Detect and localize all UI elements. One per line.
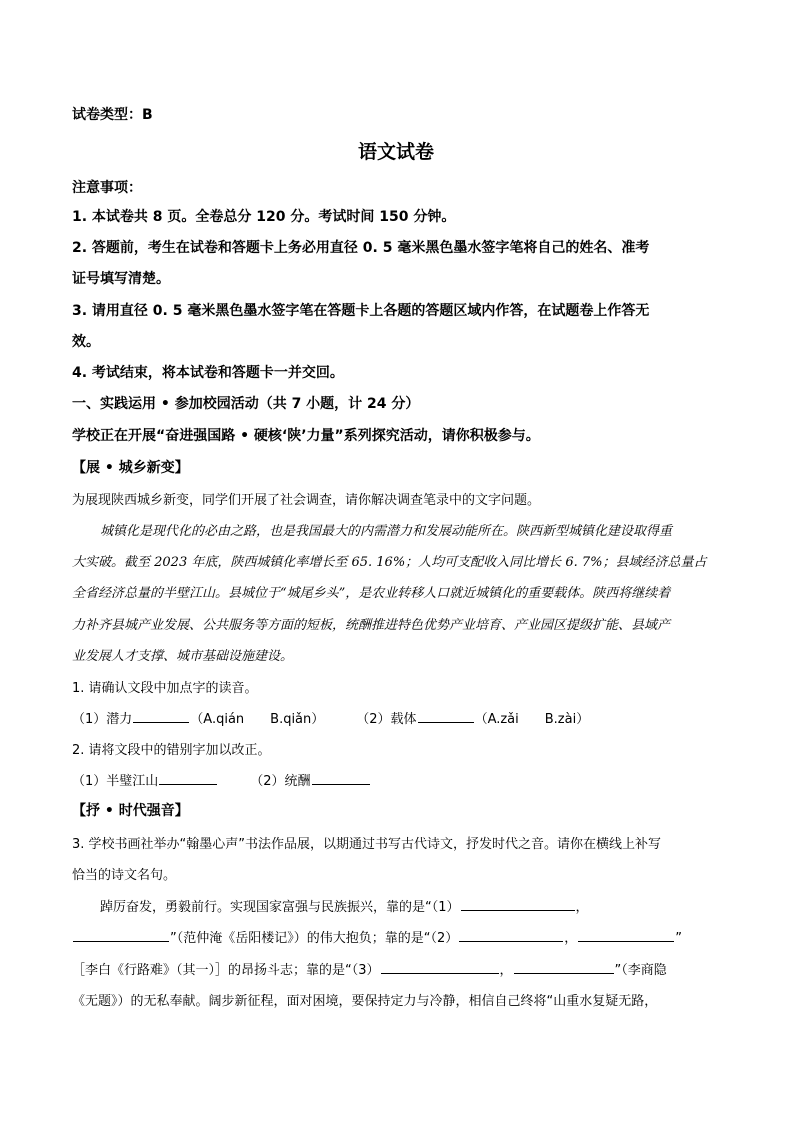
part-heading-2: 【抒 • 时代强音】	[72, 803, 189, 819]
answer-blank[interactable]	[312, 770, 370, 785]
notice-item-2a: 2. 答题前，考生在试卷和答题卡上务必用直径 0. 5 毫米黑色墨水签字笔将自己的姓名、准考	[72, 240, 650, 256]
part-heading-1: 【展 • 城乡新变】	[72, 460, 189, 476]
answer-blank[interactable]	[461, 896, 575, 911]
question-1-answers	[72, 708, 589, 727]
answer-blank[interactable]	[133, 708, 189, 723]
question-3-line-3	[72, 959, 667, 978]
q1-part1-label: （1）潜力	[72, 712, 133, 727]
answer-blank[interactable]	[578, 927, 674, 942]
answer-blank[interactable]	[73, 927, 169, 942]
notice-item-4: 4. 考试结束，将本试卷和答题卡一并交回。	[72, 365, 344, 381]
q2-part2-label: （2）统酬	[250, 774, 311, 789]
passage-line: 大实破。截至 2023 年底，陕西城镇化率增长至 65. 16%；人均可支配收入同比增长 6. 7%；县域经济总量占	[72, 555, 707, 570]
question-3-stem-a: 3. 学校书画社举办“翰墨心声”书法作品展，以期通过书写古代诗文，抒发时代之音。请你在横线上补写	[72, 837, 662, 852]
answer-blank[interactable]	[459, 927, 563, 942]
notice-item-2b: 证号填写清楚。	[72, 271, 170, 287]
q3-text: ，	[564, 931, 578, 946]
question-3-line-4: 《无题》）的无私奉献。阔步新征程，面对困境，要保持定力与冷静，相信自己终将“山重水复疑无路，	[72, 994, 658, 1009]
q3-text: ”（范仲淹《岳阳楼记》）的伟大抱负；靠的是“（2）	[170, 931, 459, 946]
answer-blank[interactable]	[418, 708, 474, 723]
notice-item-3b: 效。	[72, 334, 100, 350]
question-3-line-1	[100, 896, 589, 915]
notice-item-1: 1. 本试卷共 8 页。全卷总分 120 分。考试时间 150 分钟。	[72, 209, 456, 225]
passage-line: 全省经济总量的半壁江山。县城位于“城尾乡头”，是农业转移人口就近城镇化的重要载体。陕西将继续着	[72, 586, 671, 601]
q3-text: ，	[575, 900, 589, 915]
question-3-stem-b: 恰当的诗文名句。	[72, 868, 177, 883]
q3-text: 踔厉奋发，勇毅前行。实现国家富强与民族振兴，靠的是“（1）	[100, 900, 460, 915]
question-3-line-2	[72, 927, 682, 946]
q3-text: ”（李商隐	[614, 963, 667, 978]
q3-text: ［李白《行路难》（其一）］的昂扬斗志；靠的是“（3）	[72, 963, 380, 978]
q1-part2-label: （2）载体	[356, 712, 417, 727]
question-2-stem: 2. 请将文段中的错别字加以改正。	[72, 743, 271, 758]
part-intro-1: 为展现陕西城乡新变，同学们开展了社会调查，请你解决调查笔录中的文字问题。	[72, 493, 541, 508]
passage-line: 城镇化是现代化的必由之路，也是我国最大的内需潜力和发展动能所在。陕西新型城镇化建设取得重	[100, 524, 673, 539]
answer-blank[interactable]	[381, 959, 499, 974]
passage-line: 业发展人才支撑、城市基础设施建设。	[72, 649, 294, 664]
notice-item-3a: 3. 请用直径 0. 5 毫米黑色墨水签字笔在答题卡上各题的答题区域内作答，在试题卷上作答无	[72, 303, 650, 319]
question-2-answers	[72, 770, 371, 789]
q1-part1-options: （A.qián B.qiǎn）	[190, 712, 325, 727]
exam-type: 试卷类型：B	[72, 107, 153, 123]
answer-blank[interactable]	[159, 770, 217, 785]
notice-heading: 注意事项：	[72, 180, 142, 196]
q3-text: ，	[499, 963, 513, 978]
answer-blank[interactable]	[514, 959, 614, 974]
passage-line: 力补齐县城产业发展、公共服务等方面的短板，统酬推进特色优势产业培育、产业园区提级扩能、县域产	[72, 618, 671, 633]
q3-text: ”	[675, 931, 683, 946]
section-intro: 学校正在开展“奋进强国路 • 硬核‘陕’力量”系列探究活动，请你积极参与。	[72, 428, 540, 444]
q1-part2-options: （A.zǎi B.zài）	[474, 712, 590, 727]
page-title: 语文试卷	[358, 141, 435, 163]
question-1-stem: 1. 请确认文段中加点字的读音。	[72, 681, 258, 696]
q2-part1-label: （1）半璧江山	[72, 774, 159, 789]
section-heading: 一、实践运用 • 参加校园活动（共 7 小题，计 24 分）	[72, 396, 420, 412]
